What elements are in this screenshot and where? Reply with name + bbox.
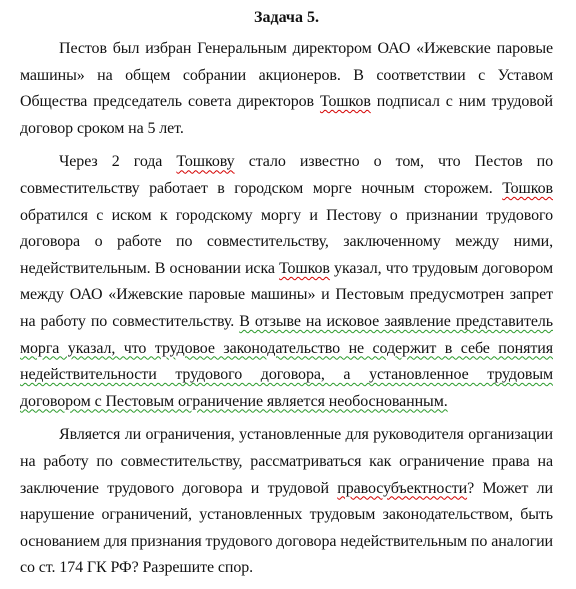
task-title: Задача 5. [254, 9, 319, 26]
text-run: Через 2 года [59, 153, 177, 171]
text-run: подписал с ним трудовой договор сроком на 5 лет. [20, 93, 553, 137]
text-run: указал, что трудовым договором между ОАО «Ижевские паровые машины» и Пестовым предусмотрен запрет на работу по совместительству. [20, 259, 553, 330]
text-run: ? Может ли нарушение ограничений, установленных трудовым законодательством, быть основанием для признания трудового договора недействительным по аналогии со ст. 174 ГК РФ? Разрешите спор. [20, 479, 553, 577]
paragraph-3 [20, 422, 553, 582]
document-page [20, 8, 553, 589]
text-run: обратился с иском к городскому моргу и Пестову о признании трудового договора о работе по совместительству, заключенному между ними, недействительным. В основании иска [20, 206, 553, 277]
task-body [20, 36, 553, 582]
spellcheck-marked-word: Тошков [502, 179, 553, 197]
grammar-marked-text: В отзыве на исковое заявление представитель морга указал, что трудовое законодательство не содержит в себе понятия недействительности трудового договора, а установленное трудовым договором с Пестовым ограничение является необоснованным. [20, 312, 553, 410]
spellcheck-marked-word: Тошкову [176, 153, 235, 171]
paragraph-1 [20, 36, 553, 142]
paragraph-2 [20, 149, 553, 415]
text-run: стало известно о том, что Пестов по совместительству работает в городском морге ночным сторожем. [20, 153, 554, 197]
spellcheck-marked-word: Тошков [279, 259, 330, 277]
spellcheck-marked-word: Тошков [319, 93, 371, 111]
spellcheck-marked-word: правосубъектности [337, 479, 468, 497]
text-run: Пестов был избран Генеральным директором ОАО «Ижевские паровые машины» на общем собрании акционеров. В соответствии с Уставом Общества председатель совета директоров [20, 40, 553, 111]
text-run: Является ли ограничения, установленные для руководителя организации на работу по совместительству, рассматриваться как ограничение права на заключение трудового договора и трудовой [20, 426, 553, 497]
